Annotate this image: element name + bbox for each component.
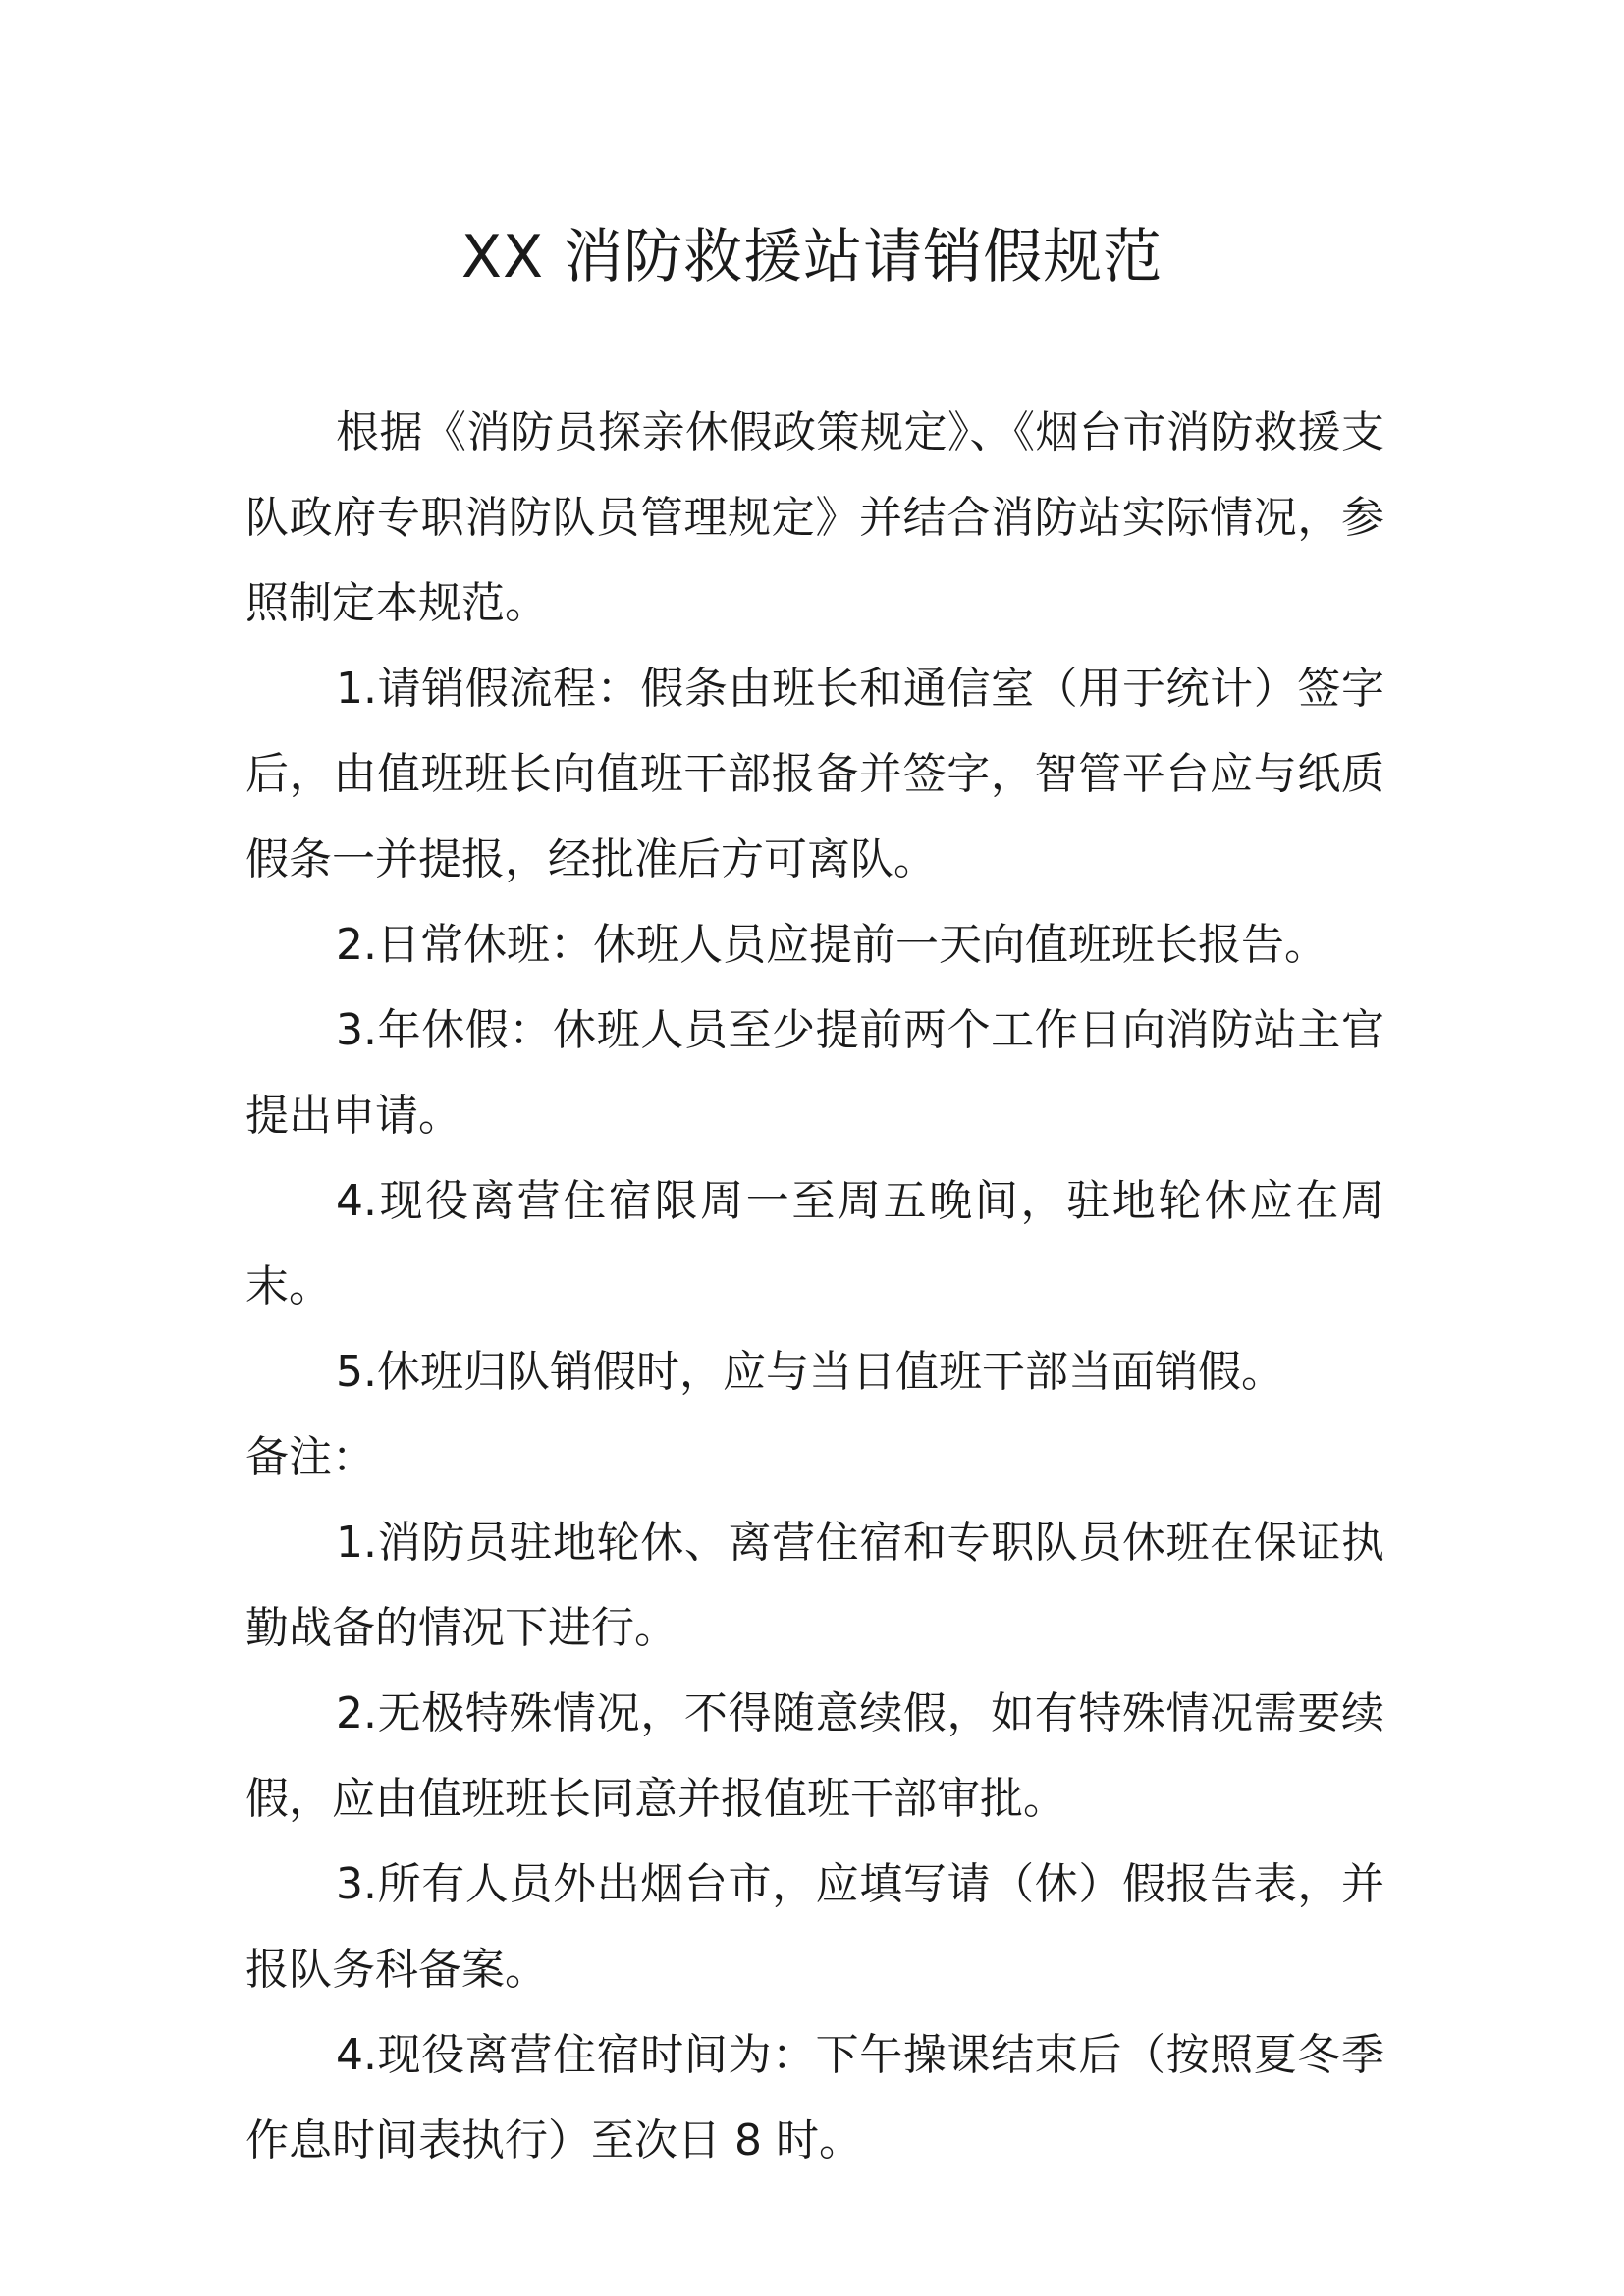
note-item: 2.无极特殊情况，不得随意续假，如有特殊情况需要续假，应由值班班长同意并报值班干部审批。 (245, 1688, 1384, 1824)
rule-item: 3.年休假：休班人员至少提前两个工作日向消防站主官提出申请。 (245, 1005, 1384, 1141)
rules-list (245, 646, 1384, 1415)
document-title: XX 消防救援站请销假规范 (460, 223, 1164, 292)
rule-item: 1.请销假流程：假条由班长和通信室（用于统计）签字后，由值班班长向值班干部报备并签字，智管平台应与纸质假条一并提报，经批准后方可离队。 (245, 664, 1384, 884)
intro-paragraph: 根据《消防员探亲休假政策规定》、《烟台市消防救援支队政府专职消防队员管理规定》并结合消防站实际情况，参照制定本规范。 (245, 407, 1384, 628)
note-item: 4.现役离营住宿时间为：下午操课结束后（按照夏冬季作息时间表执行）至次日 8 时。 (245, 2030, 1384, 2165)
document-body (245, 390, 1384, 2183)
notes-heading: 备注： (245, 1432, 375, 1482)
note-item: 3.所有人员外出烟台市，应填写请（休）假报告表，并报队务科备案。 (245, 1859, 1384, 1995)
note-item: 1.消防员驻地轮休、离营住宿和专职队员休班在保证执勤战备的情况下进行。 (245, 1518, 1384, 1653)
rule-item: 5.休班归队销假时，应与当日值班干部当面销假。 (336, 1347, 1284, 1397)
notes-list (245, 1500, 1384, 2183)
rule-item: 4.现役离营住宿限周一至周五晚间，驻地轮休应在周末。 (245, 1176, 1384, 1311)
rule-item: 2.日常休班：休班人员应提前一天向值班班长报告。 (336, 920, 1327, 970)
